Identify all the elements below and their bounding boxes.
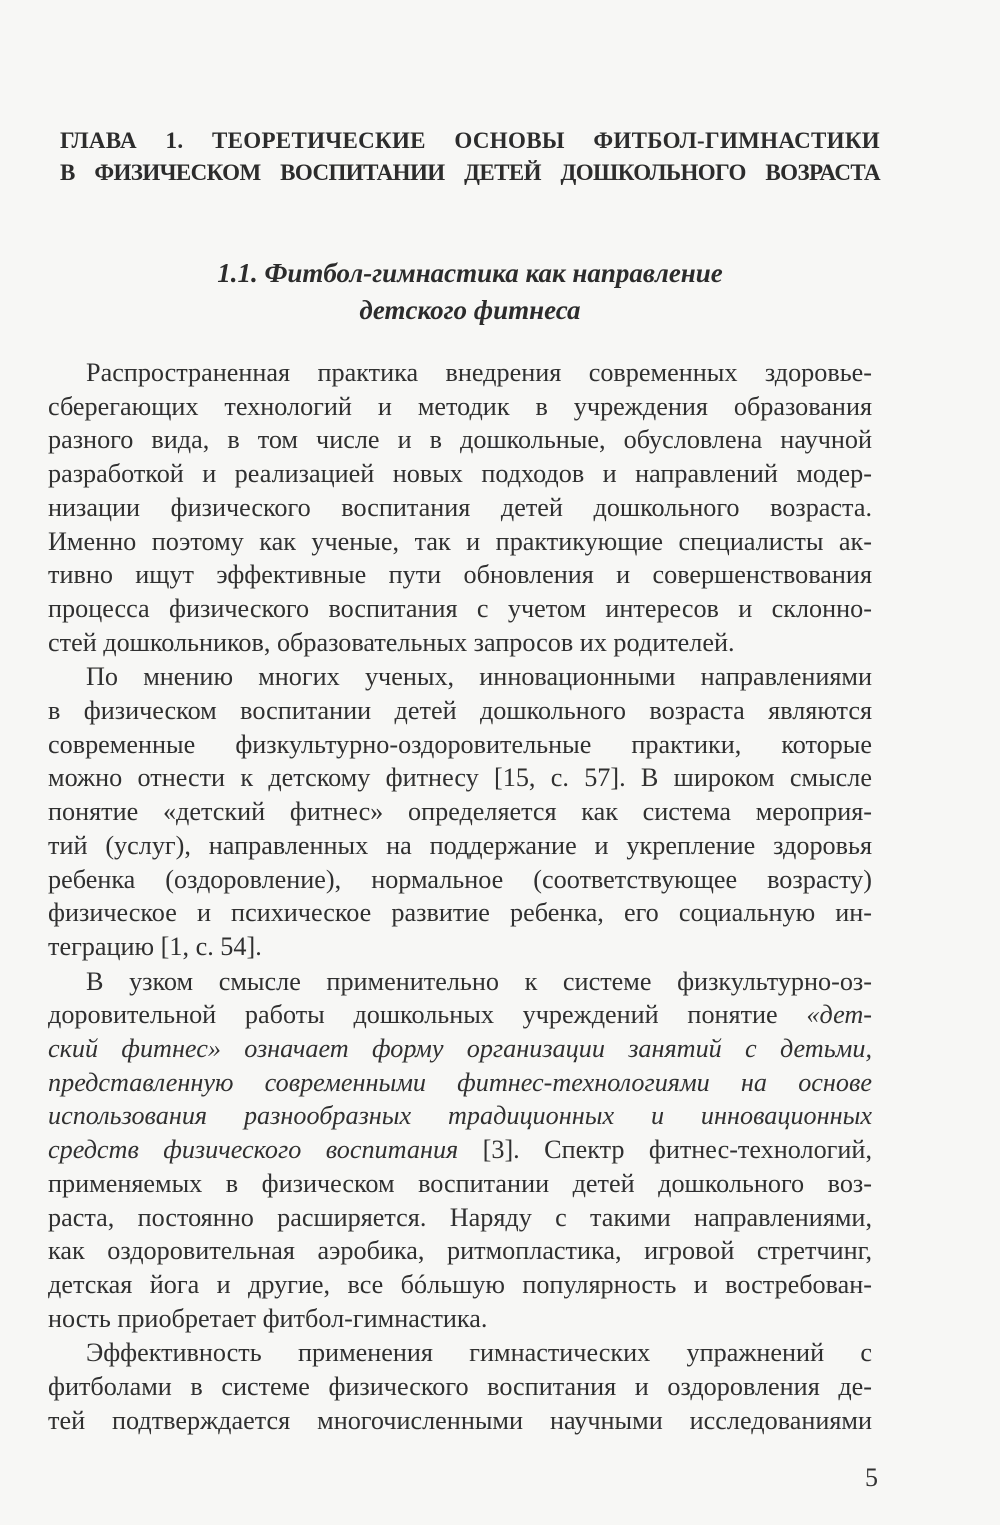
text-line: понятие «детский фитнес» определяется как система мероприя- bbox=[48, 797, 872, 827]
text-line: ность приобретает фитбол-гимнастика. bbox=[48, 1303, 488, 1333]
page-number: 5 bbox=[865, 1463, 878, 1492]
text-line: Эффективность применения гимнастических упражнений с bbox=[86, 1338, 872, 1368]
text-line: тей подтверждается многочисленными научными исследованиями bbox=[48, 1405, 872, 1435]
text-line: детская йога и другие, все бóльшую популярность и востребован- bbox=[48, 1269, 872, 1299]
text-line: современные физкультурно-оздоровительные практики, которые bbox=[48, 729, 872, 759]
italic-text-segment: использования разнообразных традиционных и инновационных bbox=[48, 1101, 872, 1131]
text-segment: [3]. Спектр фитнес-технологий, bbox=[458, 1135, 872, 1165]
italic-text-segment: средств физического воспитания bbox=[48, 1135, 459, 1165]
text-line: стей дошкольников, образовательных запросов их родителей. bbox=[48, 627, 735, 657]
chapter-heading-line-1: ГЛАВА 1. ТЕОРЕТИЧЕСКИЕ ОСНОВЫ ФИТБОЛ-ГИМНАСТИКИ bbox=[60, 128, 880, 153]
text-line: сберегающих технологий и методик в учреждения образования bbox=[48, 391, 872, 421]
paragraph-1 bbox=[48, 356, 872, 659]
chapter-heading bbox=[60, 125, 880, 189]
text-segment: доровительной работы дошкольных учреждений понятие bbox=[48, 1000, 807, 1030]
italic-text-segment: представленную современными фитнес-технологиями на основе bbox=[48, 1067, 872, 1097]
text-line: физическое и психическое развитие ребенка, его социальную ин- bbox=[48, 898, 872, 928]
text-line: как оздоровительная аэробика, ритмопластика, игровой стретчинг, bbox=[48, 1236, 872, 1266]
text-line bbox=[48, 1032, 872, 1066]
italic-text-segment: ский фитнес» означает форму организации занятий с детьми, bbox=[48, 1034, 872, 1064]
text-line: можно отнести к детскому фитнесу [15, с. 57]. В широком смысле bbox=[48, 763, 872, 793]
text-line: Именно поэтому как ученые, так и практикующие специалисты ак- bbox=[48, 526, 872, 556]
paragraph-3 bbox=[48, 965, 872, 1336]
section-heading-line-2: детского фитнеса bbox=[359, 295, 581, 325]
text-line: тий (услуг), направленных на поддержание и укрепление здоровья bbox=[48, 830, 872, 860]
section-heading bbox=[100, 255, 840, 329]
text-line bbox=[48, 998, 872, 1032]
text-line: фитболами в системе физического воспитания и оздоровления де- bbox=[48, 1372, 872, 1402]
text-line: раста, постоянно расширяется. Наряду с такими направлениями, bbox=[48, 1202, 872, 1232]
text-line: тивно ищут эффективные пути обновления и совершенствования bbox=[48, 560, 872, 590]
text-line: ребенка (оздоровление), нормальное (соответствующее возрасту) bbox=[48, 864, 872, 894]
text-line bbox=[48, 1133, 872, 1167]
text-line: в физическом воспитании детей дошкольного возраста являются bbox=[48, 696, 872, 726]
text-line: По мнению многих ученых, инновационными направлениями bbox=[86, 662, 872, 692]
text-line: Распространенная практика внедрения современных здоровье- bbox=[86, 358, 872, 387]
italic-text-segment: «дет- bbox=[806, 1000, 872, 1030]
text-line: процесса физического воспитания с учетом интересов и склонно- bbox=[48, 593, 872, 623]
text-line: В узком смысле применительно к системе физкультурно-оз- bbox=[86, 966, 872, 996]
text-line: теграцию [1, с. 54]. bbox=[48, 931, 262, 961]
text-line bbox=[48, 1066, 872, 1100]
chapter-heading-line-2: В ФИЗИЧЕСКОМ ВОСПИТАНИИ ДЕТЕЙ ДОШКОЛЬНОГО ВОЗРАСТА bbox=[60, 160, 880, 185]
text-line: разного вида, в том числе и в дошкольные, обусловлена научной bbox=[48, 425, 872, 455]
text-line: низации физического воспитания детей дошкольного возраста. bbox=[48, 492, 872, 522]
text-line: применяемых в физическом воспитании детей дошкольного воз- bbox=[48, 1168, 872, 1198]
paragraph-2 bbox=[48, 660, 872, 963]
section-heading-line-1: 1.1. Фитбол-гимнастика как направление bbox=[217, 258, 723, 288]
text-line bbox=[48, 1099, 872, 1133]
body-text bbox=[48, 356, 872, 1438]
paragraph-4 bbox=[48, 1336, 872, 1437]
text-line: разработкой и реализацией новых подходов и направлений модер- bbox=[48, 459, 872, 489]
